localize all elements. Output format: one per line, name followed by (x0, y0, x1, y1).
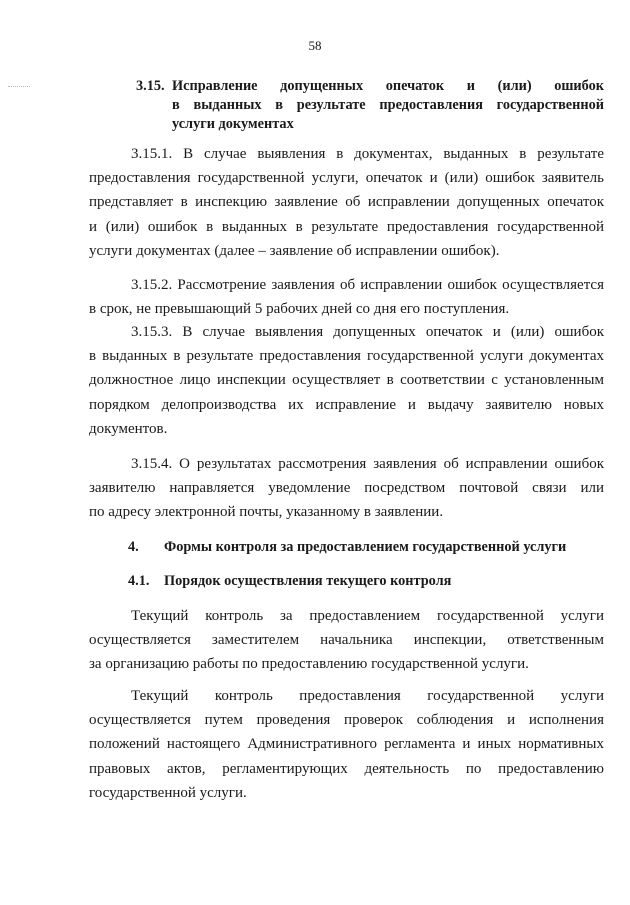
section-4-heading (128, 539, 567, 556)
text-line: услуги документах (далее – заявление об исправлении ошибок). (89, 242, 500, 259)
heading-line: Исправление допущенных опечаток и (или) ошибок (172, 78, 604, 94)
text-line: порядком делопроизводства их исправление и выдачу заявителю новых (89, 396, 604, 413)
text-line: в срок, не превышающий 5 рабочих дней со дня его поступления. (89, 301, 510, 318)
text-line: по адресу электронной почты, указанному в заявлении. (89, 504, 444, 521)
text-line: заявителю направляется уведомление посредством почтовой связи или (89, 480, 604, 497)
paragraph-3-15-2 (89, 273, 604, 321)
section-number: 4. (128, 539, 139, 555)
text-line: и (или) ошибок в выданных в результате предоставления государственной (89, 218, 604, 235)
heading-line: в выданных в результате предоставления государственной (172, 97, 604, 113)
section-4-1-heading (128, 573, 452, 590)
section-title: Формы контроля за предоставлением государственной услуги (164, 539, 567, 555)
text-line: 3.15.3. В случае выявления допущенных опечаток и (или) ошибок (131, 324, 604, 340)
text-line: представляет в инспекцию заявление об исправлении допущенных опечаток (89, 194, 604, 211)
text-line: в выданных в результате предоставления государственной услуги документах (89, 348, 604, 365)
text-line: осуществляется путем проведения проверок соблюдения и исполнения (89, 712, 604, 729)
text-line: положений настоящего Административного регламента и иных нормативных (89, 736, 604, 753)
paragraph-3-15-4 (89, 452, 604, 525)
paragraph-4-1-a (89, 604, 604, 677)
text-line: Текущий контроль за предоставлением государственной услуги (131, 608, 604, 624)
section-title: Порядок осуществления текущего контроля (164, 573, 452, 589)
text-line: правовых актов, регламентирующих деятельность по предоставлению (89, 760, 604, 777)
text-line: за организацию работы по предоставлению государственной услуги. (89, 656, 529, 673)
paragraph-3-15-3 (89, 320, 604, 441)
text-line: государственной услуги. (89, 784, 247, 801)
scan-margin-mark (8, 86, 30, 93)
text-line: документов. (89, 420, 168, 437)
text-line: осуществляется заместителем начальника инспекции, ответственным (89, 632, 604, 649)
text-line: 3.15.4. О результатах рассмотрения заявления об исправлении ошибок (131, 456, 604, 472)
paragraph-4-1-b (89, 684, 604, 805)
text-line: 3.15.1. В случае выявления в документах, выданных в результате (131, 146, 604, 162)
text-line: предоставления государственной услуги, опечаток и (или) ошибок заявитель (89, 170, 604, 187)
section-number: 3.15. (136, 78, 165, 94)
paragraph-3-15-1 (89, 142, 604, 263)
heading-line: услуги документах (172, 116, 294, 132)
section-3-15-heading (136, 77, 604, 134)
text-line: Текущий контроль предоставления государственной услуги (131, 688, 604, 704)
text-line: должностное лицо инспекции осуществляет в соответствии с установленным (89, 372, 604, 389)
text-line: 3.15.2. Рассмотрение заявления об исправлении ошибок осуществляется (131, 277, 604, 293)
section-number: 4.1. (128, 573, 150, 589)
page-number: 58 (308, 38, 322, 53)
